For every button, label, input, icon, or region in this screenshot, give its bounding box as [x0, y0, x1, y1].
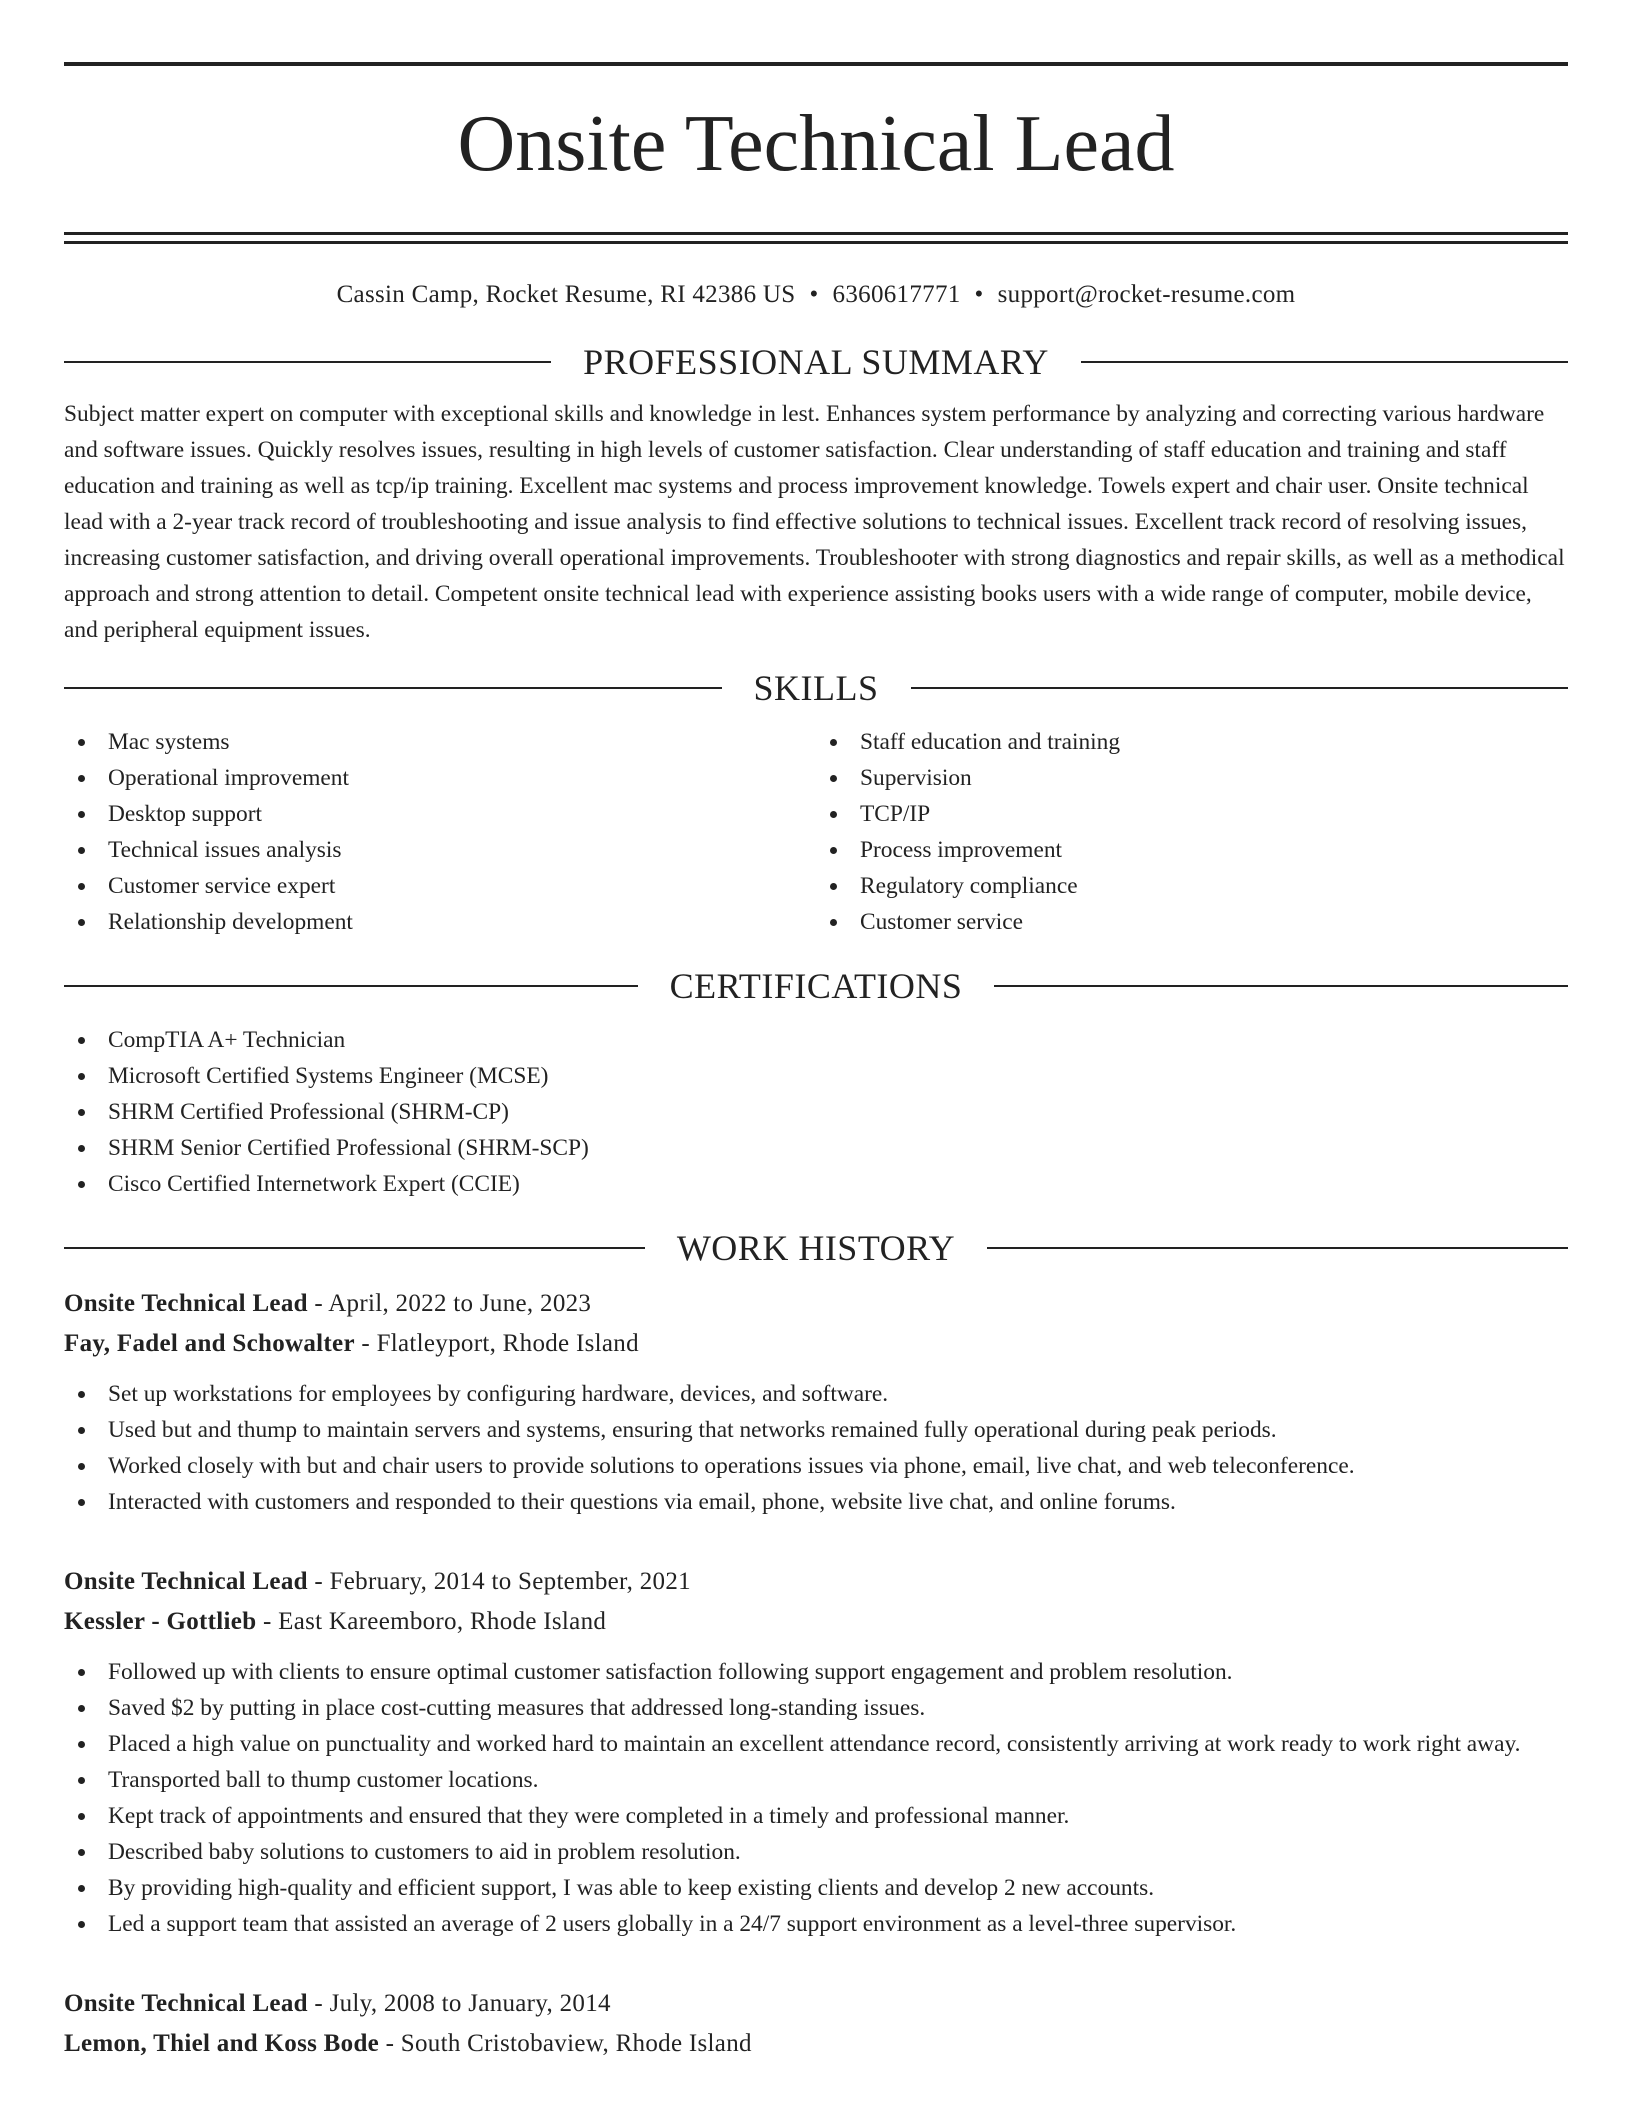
- job-location: - Flatleyport, Rhode Island: [354, 1330, 639, 1357]
- heading-rule: [64, 361, 551, 363]
- job-bullet: Worked closely with but and chair users to provide solutions to operations issues via phone, email, live chat, and web teleconference.: [64, 1448, 1568, 1484]
- job-company: Lemon, Thiel and Koss Bode: [64, 2030, 380, 2057]
- contact-separator: •: [974, 281, 984, 308]
- job-company: Fay, Fadel and Schowalter: [64, 1330, 355, 1357]
- job-bullet: Saved $2 by putting in place cost-cutting measures that addressed long-standing issues.: [64, 1690, 1568, 1726]
- heading-rule: [1081, 361, 1568, 363]
- contact-separator: •: [809, 281, 819, 308]
- job-bullets: [64, 1654, 1568, 1942]
- job-bullet: Interacted with customers and responded to their questions via email, phone, website live chat, and online forums.: [64, 1484, 1568, 1520]
- certification-item: Microsoft Certified Systems Engineer (MCSE): [64, 1058, 1568, 1094]
- skill-item: Operational improvement: [64, 760, 816, 796]
- summary-text: Subject matter expert on computer with exceptional skills and knowledge in lest. Enhances system performance by analyzing and correcting various hardware and software issues. Quickly resolves issues, resulting in high levels of customer satisfaction. Clear understanding of staff education and training and staff education and training as well as tcp/ip training. Excellent mac systems and process improvement knowledge. Towels expert and chair user. Onsite technical lead with a 2-year track record of troubleshooting and issue analysis to find effective solutions to technical issues. Excellent track record of resolving issues, increasing customer satisfaction, and driving overall operational improvements. Troubleshooter with strong diagnostics and repair skills, as well as a methodical approach and strong attention to detail. Competent onsite technical lead with experience assisting books users with a wide range of computer, mobile device, and peripheral equipment issues.: [64, 401, 1565, 643]
- skills-column-right: [816, 724, 1568, 940]
- section-title: CERTIFICATIONS: [669, 966, 963, 1006]
- certification-item: SHRM Certified Professional (SHRM-CP): [64, 1094, 1568, 1130]
- contact-phone: 6360617771: [832, 281, 961, 308]
- job-title-line: [64, 1284, 1568, 1324]
- skill-item: Technical issues analysis: [64, 832, 816, 868]
- contact-email: support@rocket-resume.com: [997, 281, 1296, 308]
- job-bullet: Followed up with clients to ensure optimal customer satisfaction following support engagement and problem resolution.: [64, 1654, 1568, 1690]
- job-bullet: Described baby solutions to customers to aid in problem resolution.: [64, 1834, 1568, 1870]
- section-title: SKILLS: [753, 668, 879, 708]
- job-company-line: [64, 1324, 1568, 1364]
- heading-rule: [987, 1247, 1568, 1249]
- work-history-heading: [64, 1226, 1568, 1270]
- heading-rule: [64, 687, 722, 689]
- job-company-line: [64, 1602, 1568, 1642]
- contact-location: Cassin Camp, Rocket Resume, RI 42386 US: [336, 281, 796, 308]
- job-title-line: [64, 1984, 1568, 2024]
- skill-item: TCP/IP: [816, 796, 1568, 832]
- job-title: Onsite Technical Lead: [64, 1290, 308, 1317]
- skill-item: Desktop support: [64, 796, 816, 832]
- page-title: Onsite Technical Lead: [457, 100, 1175, 188]
- skill-item: Staff education and training: [816, 724, 1568, 760]
- job-bullet: Placed a high value on punctuality and worked hard to maintain an excellent attendance record, consistently arriving at work ready to work right away.: [64, 1726, 1568, 1762]
- skills-column-left: [64, 724, 816, 940]
- summary-heading: [64, 340, 1568, 384]
- certification-item: SHRM Senior Certified Professional (SHRM-SCP): [64, 1130, 1568, 1166]
- skill-item: Customer service: [816, 904, 1568, 940]
- job-entry: [64, 1284, 1568, 1520]
- title-double-rule: [64, 232, 1568, 244]
- top-rule: [64, 62, 1568, 66]
- resume-page: [64, 0, 1568, 2064]
- heading-rule: [64, 1247, 645, 1249]
- job-bullet: Transported ball to thump customer locations.: [64, 1762, 1568, 1798]
- heading-rule: [911, 687, 1569, 689]
- job-location: - South Cristobaview, Rhode Island: [379, 2030, 752, 2057]
- job-entry: [64, 1984, 1568, 2064]
- job-entry: [64, 1562, 1568, 1942]
- job-bullet: Led a support team that assisted an average of 2 users globally in a 24/7 support environment as a level-three supervisor.: [64, 1906, 1568, 1942]
- section-title: WORK HISTORY: [676, 1228, 956, 1268]
- contact-line: [64, 280, 1568, 310]
- heading-rule: [994, 985, 1568, 987]
- certifications-list: [64, 1022, 1568, 1202]
- skill-item: Relationship development: [64, 904, 816, 940]
- certification-item: Cisco Certified Internetwork Expert (CCIE): [64, 1166, 1568, 1202]
- job-title: Onsite Technical Lead: [64, 1568, 308, 1595]
- skill-item: Supervision: [816, 760, 1568, 796]
- job-dates: - July, 2008 to January, 2014: [307, 1990, 611, 2017]
- job-bullet: Used but and thump to maintain servers and systems, ensuring that networks remained fully operational during peak periods.: [64, 1412, 1568, 1448]
- skill-item: Process improvement: [816, 832, 1568, 868]
- skill-item: Customer service expert: [64, 868, 816, 904]
- job-company: Kessler - Gottlieb: [64, 1608, 257, 1635]
- job-dates: - February, 2014 to September, 2021: [307, 1568, 691, 1595]
- job-company-line: [64, 2024, 1568, 2064]
- certification-item: CompTIA A+ Technician: [64, 1022, 1568, 1058]
- job-bullet: Kept track of appointments and ensured that they were completed in a timely and professional manner.: [64, 1798, 1568, 1834]
- section-title: PROFESSIONAL SUMMARY: [583, 342, 1049, 382]
- skill-item: Regulatory compliance: [816, 868, 1568, 904]
- job-title: Onsite Technical Lead: [64, 1990, 308, 2017]
- job-bullets: [64, 1376, 1568, 1520]
- heading-rule: [64, 985, 638, 987]
- skills-list: [64, 724, 1568, 940]
- job-bullet: By providing high-quality and efficient support, I was able to keep existing clients and develop 2 new accounts.: [64, 1870, 1568, 1906]
- skill-item: Mac systems: [64, 724, 816, 760]
- job-title-line: [64, 1562, 1568, 1602]
- skills-heading: [64, 666, 1568, 710]
- certifications-heading: [64, 964, 1568, 1008]
- job-bullet: Set up workstations for employees by configuring hardware, devices, and software.: [64, 1376, 1568, 1412]
- job-dates: - April, 2022 to June, 2023: [307, 1290, 592, 1317]
- job-location: - East Kareemboro, Rhode Island: [256, 1608, 607, 1635]
